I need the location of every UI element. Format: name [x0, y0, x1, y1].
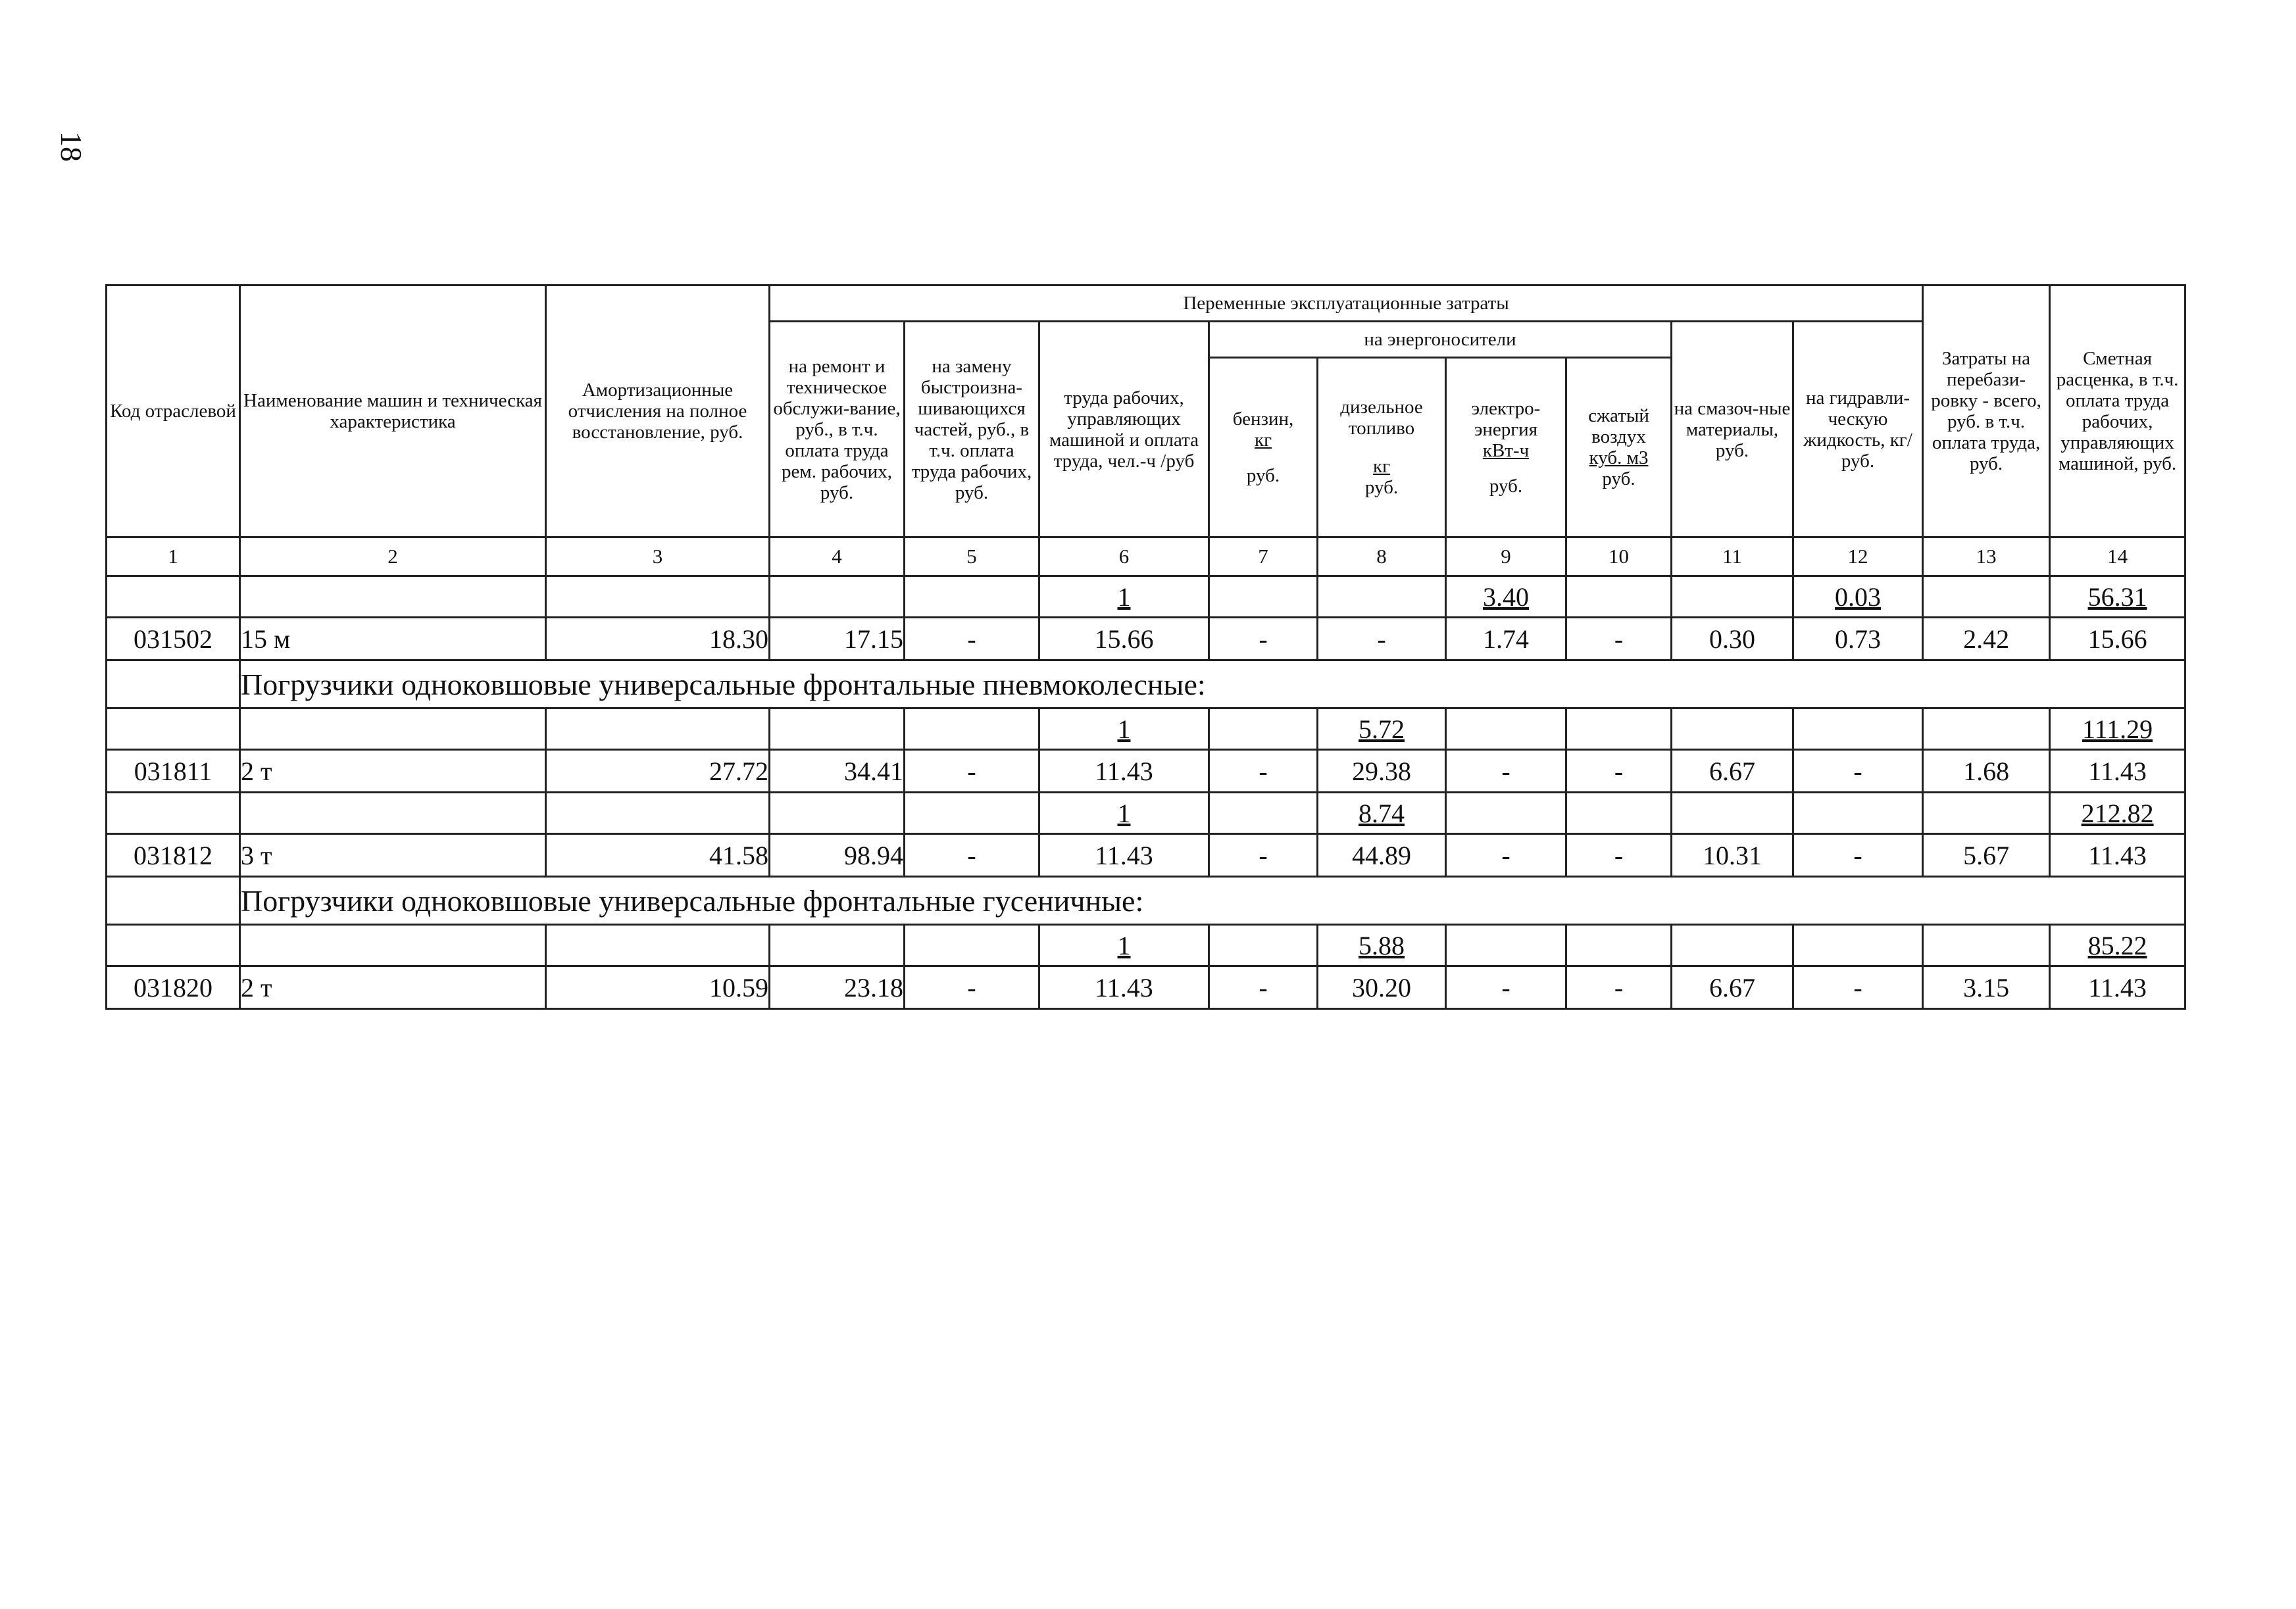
- cell-relocation: 5.67: [1923, 834, 2050, 877]
- cell-compressed-air: -: [1566, 966, 1672, 1009]
- cell-petrol: -: [1209, 834, 1318, 877]
- cell-hydraulic-top: [1793, 793, 1923, 834]
- cell-name: 2 т: [240, 966, 546, 1009]
- section-row: [107, 877, 2185, 925]
- value-labor-top: 1: [1117, 930, 1131, 960]
- section-code-cell: [107, 660, 240, 708]
- cell-replace-parts: -: [905, 750, 1039, 793]
- cell-labor: 15.66: [1039, 618, 1209, 660]
- cell-labor-top: [1039, 576, 1209, 618]
- cell-petrol: -: [1209, 618, 1318, 660]
- column-number-8: 8: [1318, 537, 1446, 576]
- cell-diesel: 30.20: [1318, 966, 1446, 1009]
- cell-electricity: -: [1446, 750, 1566, 793]
- value-hydraulic-top: 0.03: [1835, 582, 1882, 612]
- cell-lubricants-top: [1672, 708, 1793, 750]
- section-row: [107, 660, 2185, 708]
- air-label: сжатый воздух: [1588, 405, 1649, 447]
- diesel-rub: руб.: [1364, 477, 1399, 498]
- cell-rate: 11.43: [2050, 966, 2185, 1009]
- cell-rate-top: [2050, 576, 2185, 618]
- cell-replace-parts-top: [905, 576, 1039, 618]
- cell-relocation: 3.15: [1923, 966, 2050, 1009]
- cell-name: 2 т: [240, 750, 546, 793]
- cell-name-top: [240, 576, 546, 618]
- cell-compressed-air-top: [1566, 793, 1672, 834]
- column-number-6: 6: [1039, 537, 1209, 576]
- cell-diesel-top: [1318, 925, 1446, 966]
- header-name: Наименование машин и техническая характеристика: [240, 285, 546, 537]
- header-variable-costs: Переменные эксплуатационные затраты: [770, 285, 1923, 322]
- cell-amortization-top: [546, 925, 770, 966]
- cell-compressed-air: -: [1566, 618, 1672, 660]
- header-diesel: [1318, 358, 1446, 537]
- cell-repair-top: [770, 793, 905, 834]
- column-number-7: 7: [1209, 537, 1318, 576]
- cell-compressed-air-top: [1566, 576, 1672, 618]
- cell-diesel: -: [1318, 618, 1446, 660]
- header-amortization: Амортизационные отчисления на полное восстановление, руб.: [546, 285, 770, 537]
- page-number: 18: [55, 132, 88, 162]
- cell-electricity: 1.74: [1446, 618, 1566, 660]
- cell-petrol-top: [1209, 576, 1318, 618]
- cell-hydraulic: 0.73: [1793, 618, 1923, 660]
- header-lubricants: на смазоч-ные материалы, руб.: [1672, 322, 1793, 537]
- cell-hydraulic: -: [1793, 750, 1923, 793]
- cell-relocation: 1.68: [1923, 750, 2050, 793]
- cell-electricity-top: [1446, 576, 1566, 618]
- electro-unit: кВт-ч: [1482, 440, 1530, 461]
- cell-compressed-air: -: [1566, 834, 1672, 877]
- cell-lubricants-top: [1672, 793, 1793, 834]
- header-relocation: Затраты на перебази-ровку - всего, руб. в т.ч. оплата труда, руб.: [1923, 285, 2050, 537]
- column-number-12: 12: [1793, 537, 1923, 576]
- cell-amortization: 27.72: [546, 750, 770, 793]
- cell-relocation: 2.42: [1923, 618, 2050, 660]
- column-number-row: [107, 537, 2185, 576]
- cell-code-top: [107, 576, 240, 618]
- cell-lubricants: 0.30: [1672, 618, 1793, 660]
- cell-amortization: 41.58: [546, 834, 770, 877]
- cell-diesel: 29.38: [1318, 750, 1446, 793]
- cell-lubricants-top: [1672, 576, 1793, 618]
- column-number-14: 14: [2050, 537, 2185, 576]
- cell-name-top: [240, 793, 546, 834]
- column-number-1: 1: [107, 537, 240, 576]
- cell-repair-top: [770, 925, 905, 966]
- column-number-13: 13: [1923, 537, 2050, 576]
- table-row: [107, 834, 2185, 877]
- cell-compressed-air: -: [1566, 750, 1672, 793]
- header-code: Код отраслевой: [107, 285, 240, 537]
- cell-labor-top: [1039, 708, 1209, 750]
- value-rate-top: 85.22: [2087, 930, 2147, 960]
- electro-rub: руб.: [1489, 476, 1523, 497]
- cell-code: 031811: [107, 750, 240, 793]
- cell-replace-parts-top: [905, 708, 1039, 750]
- cell-hydraulic-top: [1793, 708, 1923, 750]
- diesel-label: дизельное топливо: [1340, 397, 1423, 439]
- cell-lubricants: 10.31: [1672, 834, 1793, 877]
- cell-lubricants-top: [1672, 925, 1793, 966]
- cell-amortization-top: [546, 576, 770, 618]
- cell-petrol-top: [1209, 925, 1318, 966]
- table-body: [107, 537, 2185, 1009]
- cell-amortization-top: [546, 793, 770, 834]
- column-number-11: 11: [1672, 537, 1793, 576]
- cell-electricity: -: [1446, 834, 1566, 877]
- cell-hydraulic: -: [1793, 834, 1923, 877]
- cell-petrol-top: [1209, 793, 1318, 834]
- section-title: Погрузчики одноковшовые универсальные фронтальные пневмоколесные:: [240, 660, 2185, 708]
- value-rate-top: 212.82: [2081, 798, 2154, 828]
- header-replace-parts: на замену быстроизна-шивающихся частей, руб., в т.ч. оплата труда рабочих, руб.: [905, 322, 1039, 537]
- cell-repair: 23.18: [770, 966, 905, 1009]
- cell-repair-top: [770, 708, 905, 750]
- value-rate-top: 56.31: [2087, 582, 2147, 612]
- cell-repair: 17.15: [770, 618, 905, 660]
- cell-relocation-top: [1923, 576, 2050, 618]
- cell-hydraulic-top: [1793, 576, 1923, 618]
- cell-code: 031820: [107, 966, 240, 1009]
- cell-electricity-top: [1446, 793, 1566, 834]
- cell-relocation-top: [1923, 708, 2050, 750]
- air-rub: руб.: [1602, 468, 1635, 489]
- cell-lubricants: 6.67: [1672, 750, 1793, 793]
- value-labor-top: 1: [1117, 798, 1131, 828]
- cell-hydraulic: -: [1793, 966, 1923, 1009]
- cell-repair-top: [770, 576, 905, 618]
- value-diesel-top: 5.72: [1359, 714, 1405, 744]
- cell-code: 031502: [107, 618, 240, 660]
- header-hydraulic: на гидравли-ческую жидкость, кг/руб.: [1793, 322, 1923, 537]
- cell-name-top: [240, 925, 546, 966]
- header-energy: на энергоносители: [1209, 322, 1672, 358]
- value-rate-top: 111.29: [2082, 714, 2153, 744]
- header-labor: труда рабочих, управляющих машиной и оплата труда, чел.-ч /руб: [1039, 322, 1209, 537]
- cell-labor: 11.43: [1039, 966, 1209, 1009]
- header-repair: на ремонт и техническое обслужи-вание, руб., в т.ч. оплата труда рем. рабочих, руб.: [770, 322, 905, 537]
- cell-rate: 11.43: [2050, 750, 2185, 793]
- column-number-10: 10: [1566, 537, 1672, 576]
- cell-relocation-top: [1923, 925, 2050, 966]
- header-electricity: [1446, 358, 1566, 537]
- cell-diesel-top: [1318, 793, 1446, 834]
- section-title: Погрузчики одноковшовые универсальные фронтальные гусеничные:: [240, 877, 2185, 925]
- value-diesel-top: 5.88: [1359, 930, 1405, 960]
- cell-code-top: [107, 708, 240, 750]
- value-electricity-top: 3.40: [1483, 582, 1529, 612]
- cell-diesel-top: [1318, 708, 1446, 750]
- table-row-top: [107, 925, 2185, 966]
- cell-replace-parts: -: [905, 618, 1039, 660]
- cell-rate: 11.43: [2050, 834, 2185, 877]
- cell-petrol-top: [1209, 708, 1318, 750]
- table-row: [107, 750, 2185, 793]
- cell-repair: 34.41: [770, 750, 905, 793]
- cell-name-top: [240, 708, 546, 750]
- cell-lubricants: 6.67: [1672, 966, 1793, 1009]
- cell-labor: 11.43: [1039, 834, 1209, 877]
- cell-compressed-air-top: [1566, 925, 1672, 966]
- column-number-2: 2: [240, 537, 546, 576]
- table-row-top: [107, 576, 2185, 618]
- cell-diesel-top: [1318, 576, 1446, 618]
- machine-cost-table: [105, 284, 2186, 1010]
- value-labor-top: 1: [1117, 582, 1131, 612]
- cell-replace-parts-top: [905, 793, 1039, 834]
- diesel-unit: кг: [1373, 456, 1390, 477]
- electro-label: электро-энергия: [1471, 398, 1541, 440]
- header-compressed-air: [1566, 358, 1672, 537]
- cell-compressed-air-top: [1566, 708, 1672, 750]
- section-code-cell: [107, 877, 240, 925]
- cell-name: 3 т: [240, 834, 546, 877]
- table-row-top: [107, 708, 2185, 750]
- cell-petrol: -: [1209, 966, 1318, 1009]
- table-row: [107, 966, 2185, 1009]
- column-number-9: 9: [1446, 537, 1566, 576]
- cell-hydraulic-top: [1793, 925, 1923, 966]
- cell-electricity-top: [1446, 925, 1566, 966]
- table-row-top: [107, 793, 2185, 834]
- cell-replace-parts: -: [905, 834, 1039, 877]
- cell-electricity: -: [1446, 966, 1566, 1009]
- cell-name: 15 м: [240, 618, 546, 660]
- cell-amortization: 18.30: [546, 618, 770, 660]
- value-diesel-top: 8.74: [1359, 798, 1405, 828]
- header-petrol: [1209, 358, 1318, 537]
- cell-code-top: [107, 793, 240, 834]
- cell-rate-top: [2050, 925, 2185, 966]
- cell-relocation-top: [1923, 793, 2050, 834]
- column-number-3: 3: [546, 537, 770, 576]
- cell-code: 031812: [107, 834, 240, 877]
- cell-labor: 11.43: [1039, 750, 1209, 793]
- column-number-4: 4: [770, 537, 905, 576]
- cell-code-top: [107, 925, 240, 966]
- petrol-rub: руб.: [1246, 465, 1280, 486]
- cell-labor-top: [1039, 793, 1209, 834]
- cell-repair: 98.94: [770, 834, 905, 877]
- value-labor-top: 1: [1117, 714, 1131, 744]
- cell-diesel: 44.89: [1318, 834, 1446, 877]
- cell-replace-parts-top: [905, 925, 1039, 966]
- cell-replace-parts: -: [905, 966, 1039, 1009]
- cell-rate-top: [2050, 708, 2185, 750]
- cell-rate-top: [2050, 793, 2185, 834]
- cell-labor-top: [1039, 925, 1209, 966]
- petrol-unit: кг: [1255, 430, 1272, 451]
- header-rate: Сметная расценка, в т.ч. оплата труда рабочих, управляющих машиной, руб.: [2050, 285, 2185, 537]
- cell-electricity-top: [1446, 708, 1566, 750]
- cell-rate: 15.66: [2050, 618, 2185, 660]
- cell-amortization: 10.59: [546, 966, 770, 1009]
- cell-amortization-top: [546, 708, 770, 750]
- petrol-label: бензин,: [1232, 408, 1294, 430]
- cell-petrol: -: [1209, 750, 1318, 793]
- air-unit: куб. м3: [1589, 447, 1649, 468]
- column-number-5: 5: [905, 537, 1039, 576]
- table-row: [107, 618, 2185, 660]
